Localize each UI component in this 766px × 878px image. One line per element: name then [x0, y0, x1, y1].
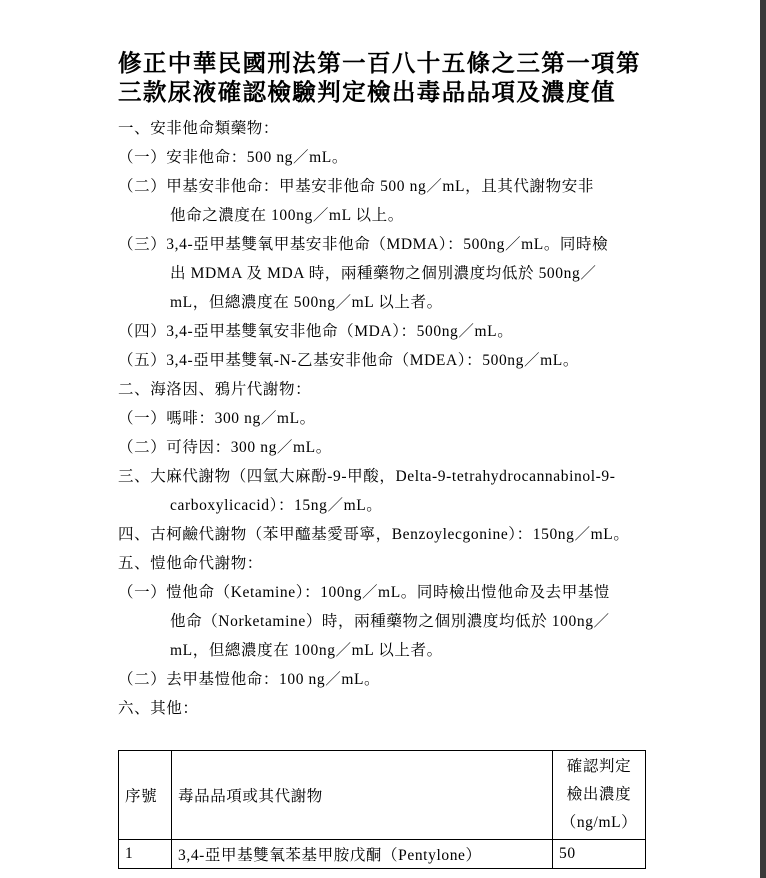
cell-serial-number: 1 [119, 840, 172, 869]
table-row [119, 840, 646, 869]
item-1-3-cont-1: 出 MDMA 及 MDA 時，兩種藥物之個別濃度均低於 500ng／ [170, 265, 597, 282]
section-heading-2: 二、海洛因、鴉片代謝物： [118, 381, 312, 398]
item-1-2-cont: 他命之濃度在 100ng／mL 以上。 [170, 207, 404, 224]
item-1-3-cont-2: mL，但總濃度在 500ng／mL 以上者。 [170, 294, 443, 311]
document-body [118, 50, 658, 723]
header-serial-number: 序號 [119, 751, 172, 840]
item-1-1: （一）安非他命：500 ng／mL。 [118, 149, 348, 166]
section-3-cont: carboxylicacid）：15ng／mL。 [170, 497, 383, 514]
header-cutoff-line-2: 檢出濃度 [566, 786, 632, 803]
cell-concentration: 50 [553, 840, 646, 869]
header-drug-item: 毒品品項或其代謝物 [172, 751, 553, 840]
cell-drug-item: 3,4-亞甲基雙氧苯基甲胺戊酮（Pentylone） [172, 840, 553, 869]
section-heading-3: 三、大麻代謝物（四氫大麻酚-9-甲酸，Delta-9-tetrahydrocannabinol-9- [118, 468, 616, 485]
item-1-5: （五）3,4-亞甲基雙氧-N-乙基安非他命（MDEA）：500ng／mL。 [118, 352, 579, 369]
item-2-2: （二）可待因：300 ng／mL。 [118, 439, 332, 456]
table-header-row [119, 751, 646, 840]
header-cutoff-line-1: 確認判定 [566, 758, 632, 775]
concentration-table [118, 750, 646, 869]
item-5-2: （二）去甲基愷他命：100 ng／mL。 [118, 671, 381, 688]
header-cutoff-concentration [553, 751, 646, 840]
item-1-2: （二）甲基安非他命：甲基安非他命 500 ng／mL，且其代謝物安非 [118, 178, 594, 195]
section-heading-5: 五、愷他命代謝物： [118, 555, 263, 572]
viewer-scrollbar[interactable] [760, 0, 766, 878]
header-cutoff-line-3: （ng/mL） [560, 814, 638, 831]
document-title: 修正中華民國刑法第一百八十五條之三第一項第三款尿液確認檢驗判定檢出毒品品項及濃度值 [118, 51, 641, 106]
item-1-4: （四）3,4-亞甲基雙氧安非他命（MDA）：500ng／mL。 [118, 323, 514, 340]
section-heading-1: 一、安非他命類藥物： [118, 120, 280, 137]
item-5-1-cont-2: mL，但總濃度在 100ng／mL 以上者。 [170, 642, 443, 659]
section-heading-4: 四、古柯鹼代謝物（苯甲醯基愛哥寧，Benzoylecgonine）：150ng／mL。 [118, 526, 630, 543]
item-5-1-cont-1: 他命（Norketamine）時，兩種藥物之個別濃度均低於 100ng／ [170, 613, 610, 630]
section-heading-6: 六、其他： [118, 700, 199, 717]
item-5-1: （一）愷他命（Ketamine）：100ng／mL。同時檢出愷他命及去甲基愷 [118, 584, 611, 601]
item-2-1: （一）嗎啡：300 ng／mL。 [118, 410, 316, 427]
item-1-3: （三）3,4-亞甲基雙氧甲基安非他命（MDMA）：500ng／mL。同時檢 [118, 236, 609, 253]
